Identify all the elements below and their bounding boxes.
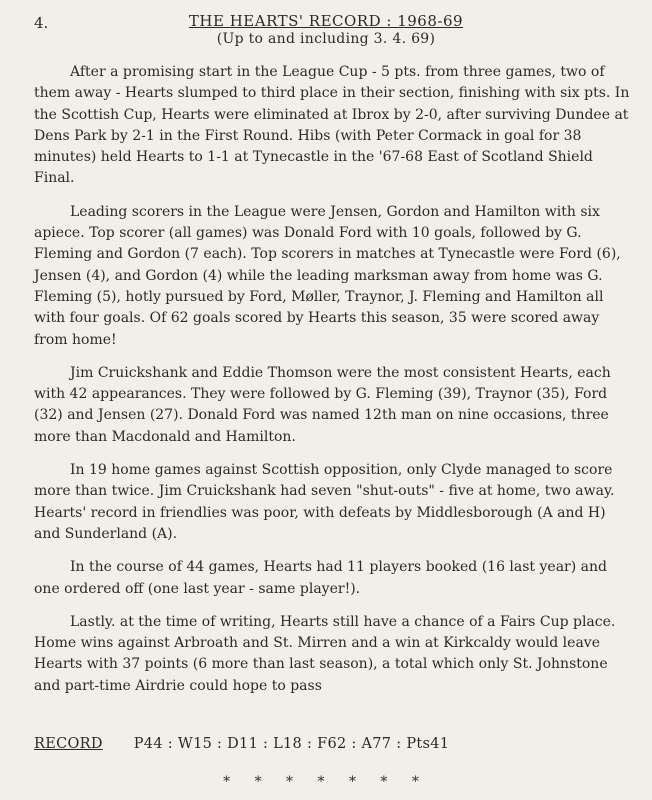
season-record	[34, 736, 449, 752]
paragraph-scorers: Leading scorers in the League were Jensen, Gordon and Hamilton with six apiece. Top scorer (all games) was Donald Ford with 10 goals, followed by G. Fleming and Gordon (7 each). Top scorers in matches at Tynecastle were Ford (6), Jensen (4), and Gordon (4) while the leading marksman away from home was G. Fleming (5), hotly pursued by Ford, Møller, Traynor, J. Fleming and Hamilton all with four goals. Of 62 goals scored by Hearts this season, 35 were scored away from home!	[34, 203, 621, 348]
record-label: RECORD	[34, 736, 103, 752]
page-header	[0, 12, 652, 47]
page-subtitle: (Up to and including 3. 4. 69)	[216, 31, 436, 47]
paragraph-fairs-cup: Lastly. at the time of writing, Hearts still have a chance of a Fairs Cup place. Home wins against Arbroath and St. Mirren and a win at Kirkcaldy would leave Hearts with 37 points (6 more than last season), a total which only St. Johnstone and part-time Airdrie could hope to pass	[34, 613, 616, 694]
article-body	[34, 62, 634, 709]
paragraph-bookings: In the course of 44 games, Hearts had 11 players booked (16 last year) and one ordered off (one last year - same player!).	[34, 559, 607, 597]
footer-stars: * * * * * * *	[223, 774, 429, 790]
record-line: P44 : W15 : D11 : L18 : F62 : A77 : Pts41	[133, 736, 450, 752]
paragraph-home-games: In 19 home games against Scottish opposition, only Clyde managed to score more than twice. Jim Cruickshank had seven "shut-outs" - five at home, two away. Hearts' record in friendlies was poor, with defeats by Middlesborough (A and H) and Sunderland (A).	[34, 462, 615, 542]
page-number: 4.	[34, 14, 49, 32]
paragraph-league-cup: After a promising start in the League Cup - 5 pts. from three games, two of them away - Hearts slumped to third place in their section, finishing with six pts. In the Scottish Cup, Hearts were eliminated at Ibrox by 2-0, after surviving Dundee at Dens Park by 2-1 in the First Round. Hibs (with Peter Cormack in goal for 38 minutes) held Hearts to 1-1 at Tynecastle in the '67-68 East of Scotland Shield Final.	[34, 64, 630, 187]
page-title: THE HEARTS' RECORD : 1968-69	[188, 12, 464, 30]
paragraph-appearances: Jim Cruickshank and Eddie Thomson were the most consistent Hearts, each with 42 appearances. They were followed by G. Fleming (39), Traynor (35), Ford (32) and Jensen (27). Donald Ford was named 12th man on nine occasions, three more than Macdonald and Hamilton.	[34, 364, 611, 445]
